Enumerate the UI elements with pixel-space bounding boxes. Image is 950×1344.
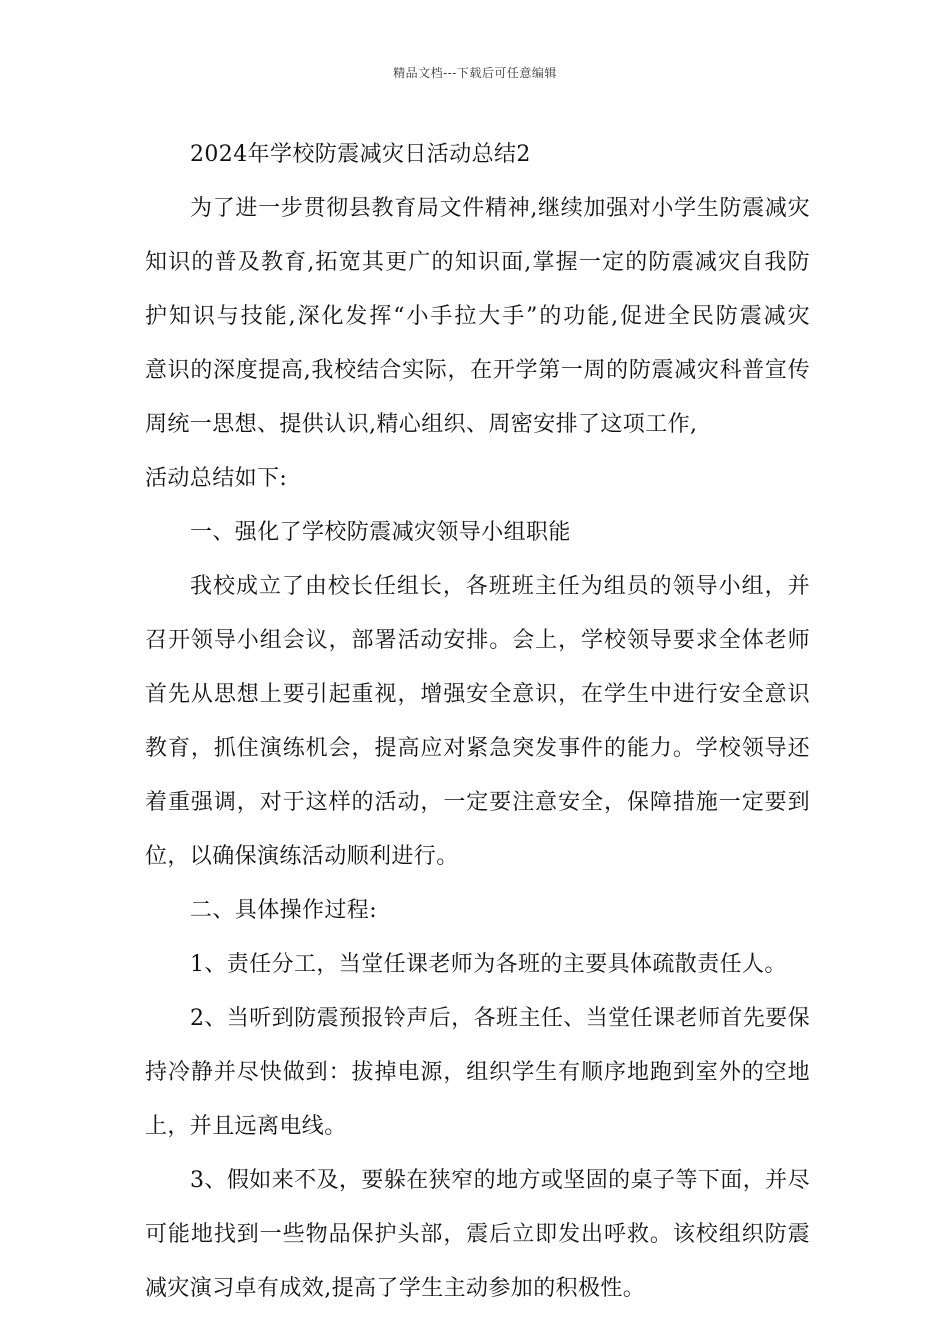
paragraph-line: 减灾演习卓有成效,提高了学生主动参加的积极性。: [145, 1276, 646, 1301]
paragraph-line: 持冷静并尽快做到：拔掉电源，组织学生有顺序地跑到室外的空地: [145, 1060, 810, 1085]
paragraph-line: 2、当听到防震预报铃声后，各班主任、当堂任课老师首先要保: [190, 1006, 810, 1031]
list-item-2: [145, 992, 810, 1154]
paragraph-line: 护知识与技能,深化发挥“小手拉大手”的功能,促进全民防震减灾: [145, 304, 810, 329]
list-item-1: [145, 938, 810, 992]
paragraph-line: 周统一思想、提供认识,精心组织、周密安排了这项工作,: [145, 412, 698, 437]
section-1-paragraph: [145, 560, 810, 884]
section-heading-1: 一、强化了学校防震减灾领导小组职能: [190, 520, 571, 545]
list-item-3: [145, 1154, 810, 1316]
intro-paragraph: [145, 182, 810, 506]
paragraph-line: 教育，抓住演练机会，提高应对紧急突发事件的能力。学校领导还: [145, 736, 810, 761]
document-body: [145, 128, 810, 1316]
paragraph-line: 3、假如来不及，要躲在狭窄的地方或坚固的桌子等下面，并尽: [190, 1168, 810, 1193]
paragraph-line: 为了进一步贯彻县教育局文件精神,继续加强对小学生防震减灾: [190, 196, 810, 221]
paragraph-line: 首先从思想上要引起重视，增强安全意识，在学生中进行安全意识: [145, 682, 810, 707]
document-title: 2024年学校防震减灾日活动总结2: [190, 142, 531, 167]
paragraph-line: 上，并且远离电线。: [145, 1114, 347, 1139]
page-header: 精品文档---下载后可任意编辑: [393, 66, 557, 80]
paragraph-line: 可能地找到一些物品保护头部，震后立即发出呼救。该校组织防震: [145, 1222, 810, 1247]
paragraph-line: 召开领导小组会议，部署活动安排。会上，学校领导要求全体老师: [145, 628, 810, 653]
paragraph-line: 位，以确保演练活动顺利进行。: [145, 844, 459, 869]
section-heading-2: 二、具体操作过程:: [190, 898, 378, 923]
paragraph-line: 1、责任分工，当堂任课老师为各班的主要具体疏散责任人。: [190, 952, 787, 977]
paragraph-line: 意识的深度提高,我校结合实际，在开学第一周的防震减灾科普宣传: [145, 358, 810, 383]
paragraph-line: 着重强调，对于这样的活动，一定要注意安全，保障措施一定要到: [145, 790, 810, 815]
paragraph-line: 活动总结如下:: [145, 466, 288, 491]
paragraph-line: 我校成立了由校长任组长，各班班主任为组员的领导小组，并: [190, 574, 810, 599]
paragraph-line: 知识的普及教育,拓宽其更广的知识面,掌握一定的防震减灾自我防: [145, 250, 810, 275]
